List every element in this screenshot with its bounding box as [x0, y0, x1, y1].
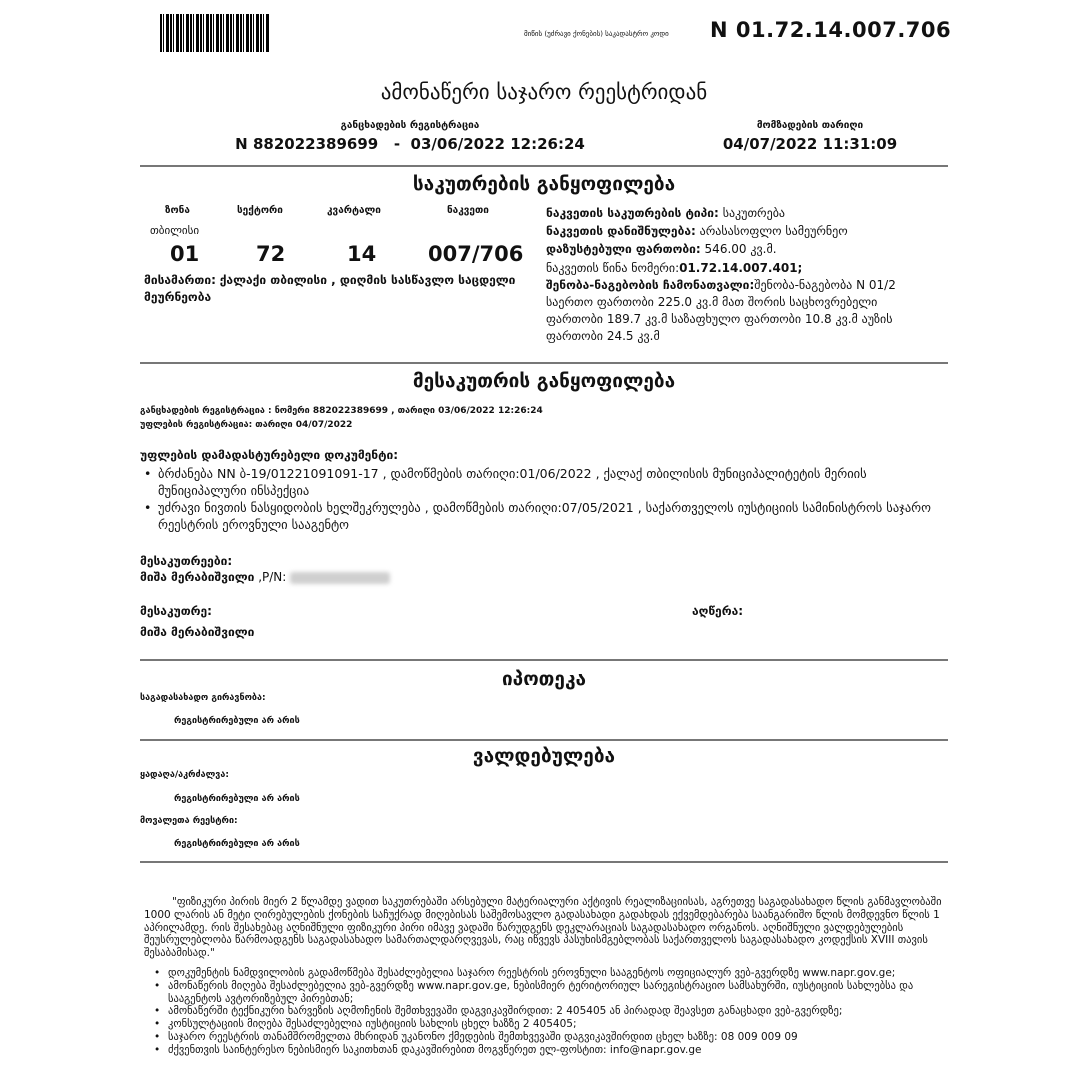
tax-lien-label: საგადასახადო გირავნობა: — [140, 693, 266, 703]
divider — [140, 362, 948, 364]
ownership-type-row — [546, 204, 936, 222]
area-value: 546.00 კვ.მ. — [704, 242, 777, 257]
divider — [140, 739, 948, 741]
area-label: დაზუსტებული ფართობი: — [546, 242, 701, 257]
footer-note: • კონსულტაციის მიღება შესაძლებელია იუსტიციის სახლის ცხელ ხაზზე 2 405405; — [144, 1018, 944, 1031]
barcode — [160, 14, 270, 52]
right-document-text: ბრძანება NN ბ-19/01221091091-17 , დამოწმების თარიღი:01/06/2022 , ქალაქ თბილისის მუნიციპალიტეტის მერიის მუნიციპალური ინსპექცია — [158, 466, 867, 498]
previous-number-value: 01.72.14.007.401; — [679, 260, 803, 275]
tax-notice-paragraph: "ფიზიკური პირის მიერ 2 წლამდე ვადით საკუთრებაში არსებული მატერიალური აქტივის რეალიზაციისას, აგრეთვე საგადასახადო წლის განმავლობაში 1000 ლარის ან მეტი ღირებულების ქონების საჩუქრად მიღებისას საშემოსავლო გადასახადი გადახდას ექვემდებარება საანგარიშო წლის მომდევნო წლის 1 აპრილამდე. რის შესახებაც აღნიშნული ფიზიკური პირი იმავე ვადაში წარუდგენს დეკლარაციას საგადასახადო ორგანოს. აღნიშნული ვალდებულების შეუსრულებლობა წარმოადგენს საგადასახადო სამართალდარღვევას, რაც იწვევს პასუხისმგებლობას საქართველოს საგადასახადო კოდექსის XVIII თავის შესაბამისად." — [144, 896, 942, 960]
buildings-value: შენობა-ნაგებობა N 01/2 საერთო ფართობი 225.0 კვ.მ მათ შორის საცხოვრებელი ფართობი 189.7 კვ.მ საზაფხულო ფართობი 10.8 კვ.მ აუზის ფართობი 24.5 კვ.მ — [546, 277, 896, 344]
obligations-section-title: ვალდებულება — [472, 745, 616, 767]
mortgage-section-title: იპოთეკა — [501, 668, 587, 690]
right-documents-list — [140, 466, 940, 533]
parcel-value: 007/706 — [428, 242, 524, 266]
cadastral-code: N 01.72.14.007.706 — [710, 18, 952, 42]
previous-number-row — [546, 259, 936, 277]
application-registration-label: განცხადების რეგისტრაცია — [340, 120, 480, 131]
parcel-details — [546, 204, 936, 345]
debtors-registry-label: მოვალეთა რეესტრი: — [140, 816, 238, 826]
purpose-row — [546, 222, 936, 240]
parcel-header: ნაკვეთი — [447, 205, 489, 216]
description-label: აღწერა: — [692, 604, 744, 618]
owner-application-registration: განცხადების რეგისტრაცია : ნომერი 882022389699 , თარიღი 03/06/2022 12:26:24 — [140, 406, 543, 416]
quarter-header: კვარტალი — [327, 205, 381, 216]
previous-number-label: ნაკვეთის წინა ნომერი: — [546, 260, 680, 275]
property-section-title: საკუთრების განყოფილება — [412, 173, 676, 195]
preparation-date-value: 04/07/2022 11:31:09 — [722, 135, 898, 153]
debtors-registry-value: რეგისტრირებული არ არის — [174, 839, 300, 849]
owners-label: მესაკუთრეები: — [140, 554, 233, 568]
footer-note: • დოკუმენტის ნამდვილობის გადამოწმება შესაძლებელია საჯარო რეესტრის ეროვნული სააგენტოს ოფიციალურ ვებ-გვერდზე www.napr.gov.ge; — [144, 967, 944, 980]
document-title: ამონაწერი საჯარო რეესტრიდან — [380, 80, 708, 104]
tax-lien-value: რეგისტრირებული არ არის — [174, 716, 300, 726]
purpose-label: ნაკვეთის დანიშნულება: — [546, 224, 696, 239]
right-document-text: უძრავი ნივთის ნასყიდობის ხელშეკრულება , დამოწმების თარიღი:07/05/2021 , საქართველოს იუსტიციის სამინისტროს საჯარო რეესტრის ეროვნული სააგენტო — [158, 500, 931, 532]
application-registration-value: N 882022389699 - 03/06/2022 12:26:24 — [235, 135, 585, 153]
address-label: მისამართი: — [144, 273, 216, 287]
divider — [140, 659, 948, 661]
preparation-date — [690, 120, 930, 153]
divider — [140, 165, 948, 167]
owner-name-2: მიშა მერაბიშვილი — [140, 625, 255, 639]
zone-header: ზონა — [165, 205, 190, 216]
footer-note: • საჯარო რეესტრის თანამშრომელთა მხრიდან უკანონო ქმედების შემთხვევაში დაგვიკავშირდით ცხელ ხაზზე: 08 009 009 09 — [144, 1031, 944, 1044]
footer-note: • ამონაწერში ტექნიკური ხარვეზის აღმოჩენის შემთხვევაში დაგვიკავშირდით: 2 405405 ან პირადად შეავსეთ განაცხადი ვებ-გვერდზე; — [144, 1005, 944, 1018]
address-value: ქალაქი თბილისი , დიღმის სასწავლო საცდელი მეურნეობა — [144, 273, 516, 304]
preparation-date-label: მომზადების თარიღი — [756, 120, 864, 131]
right-documents-label: უფლების დამადასტურებელი დოკუმენტი: — [140, 448, 399, 462]
quarter-value: 14 — [347, 242, 377, 266]
owner-name: მიშა მერაბიშვილი — [140, 570, 255, 584]
owner-label: მესაკუთრე: — [140, 604, 212, 618]
footer-notes — [144, 967, 944, 1057]
footer-note: • ამონაწერის მიღება შესაძლებელია ვებ-გვერდზე www.napr.gov.ge, ნებისმიერ ტერიტორიულ სარეგისტრაციო სამსახურში, იუსტიციის სახლებსა და სააგენტოს ავტორიზებულ პირებთან; — [144, 980, 944, 1006]
sector-value: 72 — [256, 242, 286, 266]
seizure-value: რეგისტრირებული არ არის — [174, 794, 300, 804]
zone-name: თბილისი — [150, 224, 200, 237]
application-registration — [200, 120, 620, 153]
footer-note: • ძქვენთვის საინტერესო ნებისმიერ საკითხთან დაკავშირებით მოგვწერეთ ელ-ფოსტით: info@napr.gov.ge — [144, 1044, 944, 1057]
address — [144, 272, 524, 306]
personal-number-redacted — [290, 572, 390, 584]
owner-entry — [140, 570, 390, 584]
cadastral-code-label: მიწის (უძრავი ქონების) საკადასტრო კოდი — [524, 30, 669, 38]
right-document-item: • უძრავი ნივთის ნასყიდობის ხელშეკრულება , დამოწმების თარიღი:07/05/2021 , საქართველოს იუსტიციის სამინისტროს საჯარო რეესტრის ეროვნული სააგენტო — [144, 500, 931, 532]
ownership-type-value: საკუთრება — [722, 206, 786, 220]
buildings-label: შენობა-ნაგებობის ჩამონათვალი: — [546, 277, 755, 292]
sector-header: სექტორი — [237, 205, 283, 216]
zone-value: 01 — [170, 242, 200, 266]
buildings-row — [546, 277, 936, 345]
divider — [140, 861, 948, 863]
area-row — [546, 240, 936, 258]
owner-section-title: მესაკუთრის განყოფილება — [412, 370, 676, 392]
personal-number-label: ,P/N: — [254, 570, 287, 584]
owner-right-registration: უფლების რეგისტრაცია: თარიღი 04/07/2022 — [140, 420, 353, 430]
right-document-item: • ბრძანება NN ბ-19/01221091091-17 , დამოწმების თარიღი:01/06/2022 , ქალაქ თბილისის მუნიციპალიტეტის მერიის მუნიციპალური ინსპექცია — [144, 466, 867, 498]
ownership-type-label: ნაკვეთის საკუთრების ტიპი: — [546, 206, 719, 220]
purpose-value: არასასოფლო სამეურნეო — [699, 224, 848, 239]
seizure-label: ყადაღა/აკრძალვა: — [140, 770, 229, 780]
